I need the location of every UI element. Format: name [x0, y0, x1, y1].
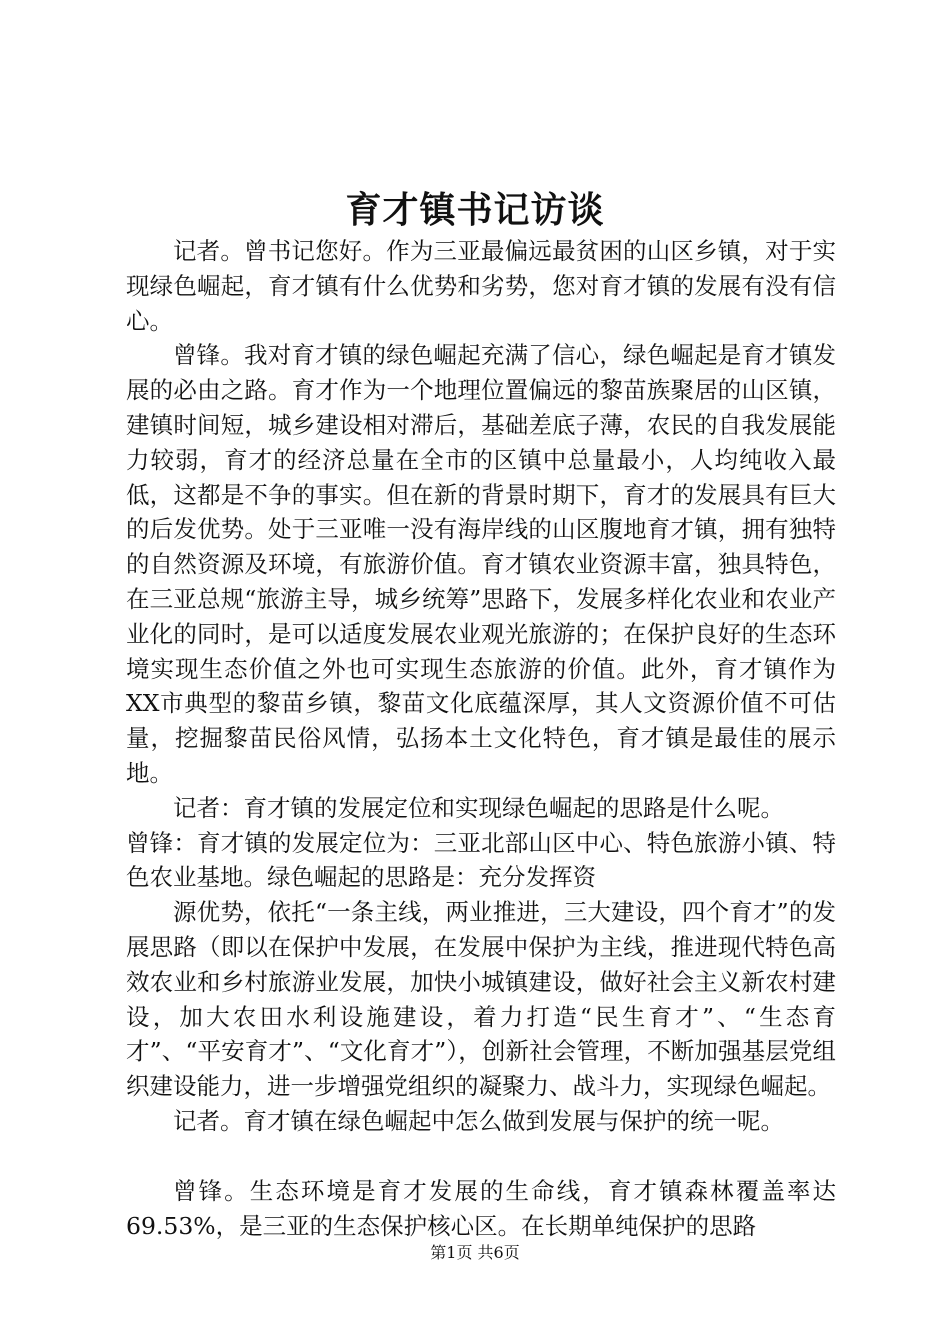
document-title: 育才镇书记访谈 — [345, 189, 605, 231]
paragraph-answer-2-continued: 源优势，依托“一条主线，两业推进，三大建设，四个育才”的发展思路（即以在保护中发展，在发展中保护为主线，推进现代特色高效农业和乡村旅游业发展，加快小城镇建设，做好社会主义新农村建设，加大农田水利设施建设，着力打造“民生育才”、“生态育才”、“平安育才”、“文化育才”），创新社会管理，不断加强基层党组织建设能力，进一步增强党组织的凝聚力、战斗力，实现绿色崛起。 — [126, 898, 836, 1101]
paragraph-reporter-question-1: 记者。曾书记您好。作为三亚最偏远最贫困的山区乡镇，对于实现绿色崛起，育才镇有什么优势和劣势，您对育才镇的发展有没有信心。 — [126, 237, 836, 335]
paragraph-answer-1: 曾锋。我对育才镇的绿色崛起充满了信心，绿色崛起是育才镇发展的必由之路。育才作为一个地理位置偏远的黎苗族聚居的山区镇，建镇时间短，城乡建设相对滞后，基础差底子薄，农民的自我发展能力较弱，育才的经济总量在全市的区镇中总量最小，人均纯收入最低，这都是不争的事实。但在新的背景时期下，育才的发展具有巨大的后发优势。处于三亚唯一没有海岸线的山区腹地育才镇，拥有独特的自然资源及环境，有旅游价值。育才镇农业资源丰富，独具特色，在三亚总规“旅游主导，城乡统筹”思路下，发展多样化农业和农业产业化的同时，是可以适度发展农业观光旅游的；在保护良好的生态环境实现生态价值之外也可实现生态旅游的价值。此外，育才镇作为XX市典型的黎苗乡镇，黎苗文化底蕴深厚，其人文资源价值不可估量，挖掘黎苗民俗风情，弘扬本土文化特色，育才镇是最佳的展示地。 — [126, 341, 836, 787]
paragraph-answer-3: 曾锋。生态环境是育才发展的生命线，育才镇森林覆盖率达69.53%，是三亚的生态保护核心区。在长期单纯保护的思路 — [126, 1176, 836, 1240]
document-body — [126, 234, 836, 1243]
paragraph-reporter-question-2: 记者：育才镇的发展定位和实现绿色崛起的思路是什么呢。 — [173, 793, 784, 822]
page-number-footer: 第1页 共6页 — [430, 1243, 520, 1262]
paragraph-answer-2-start: 曾锋：育才镇的发展定位为：三亚北部山区中心、特色旅游小镇、特色农业基地。绿色崛起的思路是：充分发挥资 — [126, 828, 836, 892]
paragraph-reporter-question-3: 记者。育才镇在绿色崛起中怎么做到发展与保护的统一呢。 — [173, 1106, 784, 1135]
